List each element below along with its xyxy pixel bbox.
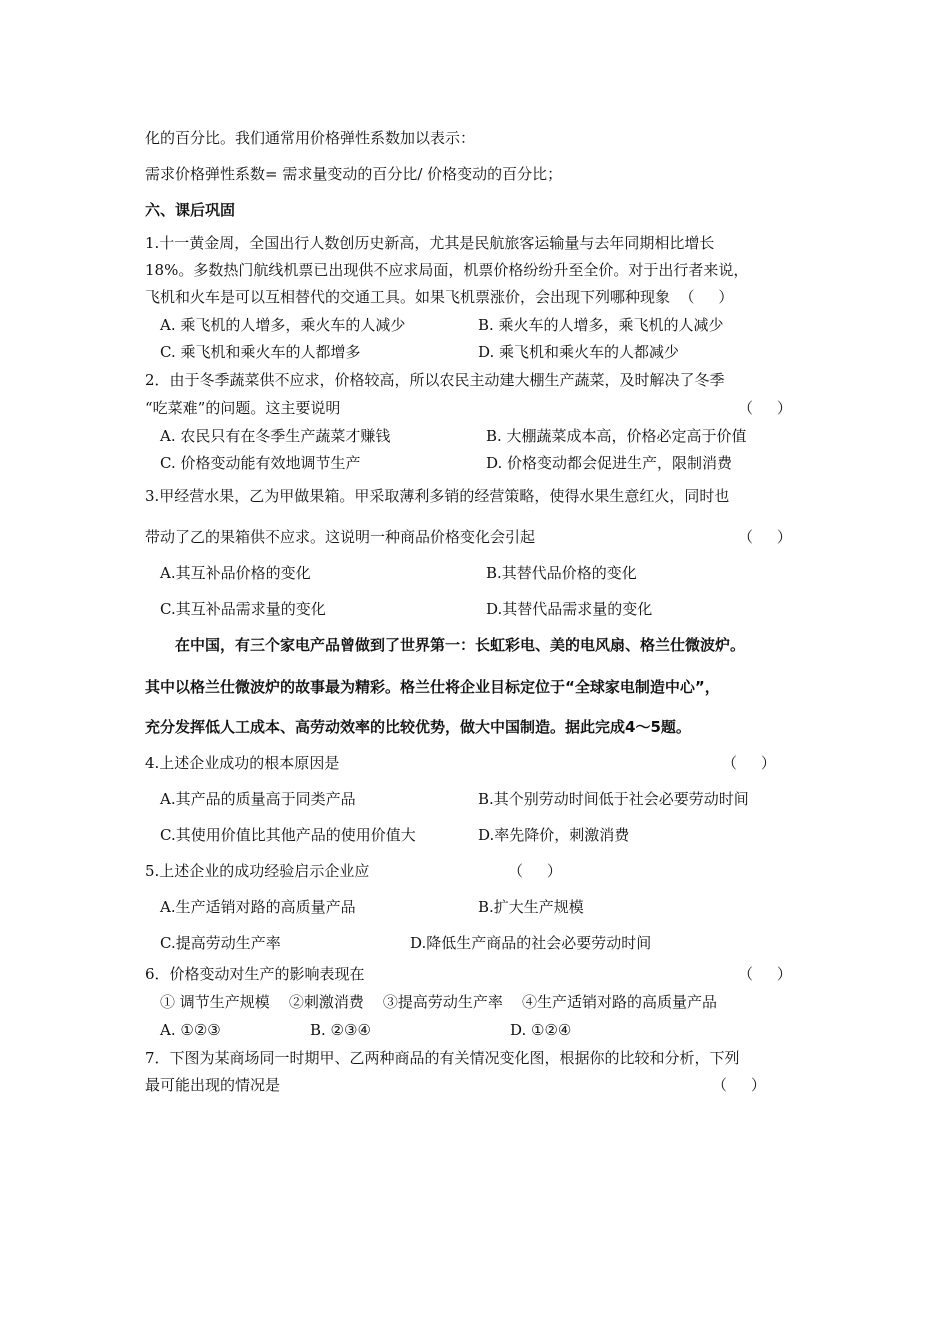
question-1-option-a: A. 乘飞机的人增多，乘火车的人减少 <box>160 316 406 334</box>
question-2-text: “吃菜难”的问题。这主要说明 <box>145 399 341 417</box>
question-3-text: 带动了乙的果箱供不应求。这说明一种商品价格变化会引起 <box>145 528 536 546</box>
question-4-option-c: C.其使用价值比其他产品的使用价值大 <box>160 826 416 844</box>
question-2-option-c: C. 价格变动能有效地调节生产 <box>160 454 361 472</box>
question-3-option-a: A.其互补品价格的变化 <box>160 564 311 582</box>
question-6-text: 6．价格变动对生产的影响表现在 <box>145 965 365 983</box>
question-2-text: 2．由于冬季蔬菜供不应求，价格较高，所以农民主动建大棚生产蔬菜，及时解决了冬季 <box>145 371 725 389</box>
question-3-text: 3.甲经营水果，乙为甲做果箱。甲采取薄利多销的经营策略，使得水果生意红火，同时也 <box>145 487 730 505</box>
question-5-text: 5.上述企业的成功经验启示企业应 <box>145 862 370 880</box>
question-5-option-a: A.生产适销对路的高质量产品 <box>160 898 356 916</box>
passage-text: 其中以格兰仕微波炉的故事最为精彩。格兰仕将企业目标定位于“全球家电制造中心”， <box>145 678 720 696</box>
question-3-option-b: B.其替代品价格的变化 <box>486 564 637 582</box>
question-3-option-c: C.其互补品需求量的变化 <box>160 600 326 618</box>
question-7-text: 7．下图为某商场同一时期甲、乙两种商品的有关情况变化图，根据你的比较和分析，下列 <box>145 1049 740 1067</box>
question-3-option-d: D.其替代品需求量的变化 <box>486 600 653 618</box>
question-1-option-b: B. 乘火车的人增多，乘飞机的人减少 <box>478 316 724 334</box>
question-6-option-d: D. ①②④ <box>510 1021 572 1039</box>
question-6-option-b: B. ②③④ <box>310 1021 371 1039</box>
question-2-option-a: A. 农民只有在冬季生产蔬菜才赚钱 <box>160 427 391 445</box>
question-2-option-d: D. 价格变动都会促进生产，限制消费 <box>486 454 733 472</box>
question-1-option-d: D. 乘飞机和乘火车的人都减少 <box>478 343 680 361</box>
answer-blank: （ ） <box>722 754 776 772</box>
text-line: 化的百分比。我们通常用价格弹性系数加以表示： <box>145 129 476 147</box>
answer-blank: （ ） <box>738 965 792 983</box>
question-5-option-d: D.降低生产商品的社会必要劳动时间 <box>410 934 652 952</box>
question-1-option-c: C. 乘飞机和乘火车的人都增多 <box>160 343 361 361</box>
question-4-text: 4.上述企业成功的根本原因是 <box>145 754 340 772</box>
question-7-text: 最可能出现的情况是 <box>145 1076 281 1094</box>
answer-blank: （ ） <box>508 862 562 880</box>
passage-text: 充分发挥低人工成本、高劳动效率的比较优势，做大中国制造。据此完成4～5题。 <box>145 718 691 736</box>
question-6-option-a: A. ①②③ <box>160 1021 221 1039</box>
answer-blank: （ ） <box>712 1076 766 1094</box>
question-6-statements: ① 调节生产规模 ②刺激消费 ③提高劳动生产率 ④生产适销对路的高质量产品 <box>160 993 717 1011</box>
passage-text: 在中国，有三个家电产品曾做到了世界第一：长虹彩电、美的电风扇、格兰仕微波炉。 <box>175 636 746 654</box>
answer-blank: （ ） <box>738 528 792 546</box>
question-5-option-c: C.提高劳动生产率 <box>160 934 281 952</box>
question-1-text: 18%。多数热门航线机票已出现供不应求局面，机票价格纷纷升至全价。对于出行者来说， <box>145 261 749 279</box>
question-1-text: 飞机和火车是可以互相替代的交通工具。如果飞机票涨价，会出现下列哪种现象 （ ） <box>145 288 734 306</box>
question-4-option-d: D.率先降价，刺激消费 <box>478 826 630 844</box>
question-1-text: 1.十一黄金周，全国出行人数创历史新高，尤其是民航旅客运输量与去年同期相比增长 <box>145 234 715 252</box>
question-2-option-b: B. 大棚蔬菜成本高，价格必定高于价值 <box>486 427 747 445</box>
question-4-option-a: A.其产品的质量高于同类产品 <box>160 790 356 808</box>
section-heading: 六、课后巩固 <box>145 201 236 219</box>
answer-blank: （ ） <box>738 399 792 417</box>
formula-line: 需求价格弹性系数= 需求量变动的百分比/ 价格变动的百分比； <box>145 165 563 183</box>
question-5-option-b: B.扩大生产规模 <box>478 898 584 916</box>
question-4-option-b: B.其个别劳动时间低于社会必要劳动时间 <box>478 790 749 808</box>
